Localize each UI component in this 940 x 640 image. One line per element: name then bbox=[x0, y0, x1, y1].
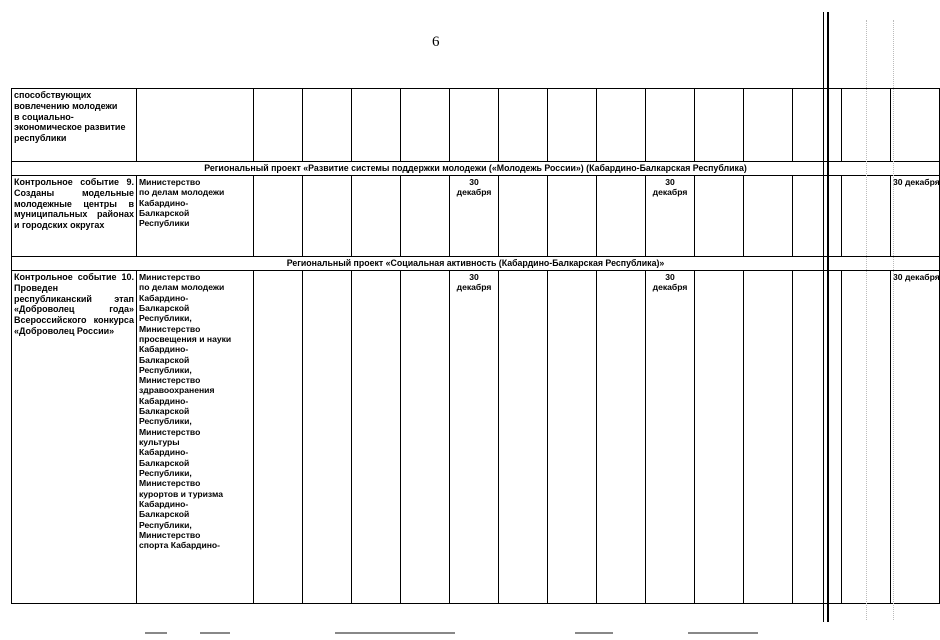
date-cell bbox=[254, 176, 303, 257]
date-cell bbox=[352, 176, 401, 257]
responsible-cell: Министерство по делам молодежи Кабардино- Балкарской Республики bbox=[137, 176, 254, 257]
edge-scan-line bbox=[893, 20, 894, 620]
schedule-table bbox=[11, 88, 940, 604]
event-cell: Контрольное событие 10. Проведен республиканский этап «Доброволец года» Всероссийского конкурса «Доброволец России» bbox=[12, 271, 137, 604]
event-cell: способствующих вовлечению молодежи в социально- экономическое развитие республики bbox=[12, 89, 137, 162]
date-cell bbox=[793, 89, 842, 162]
date-cell bbox=[597, 271, 646, 604]
section-title: Региональный проект «Социальная активность (Кабардино-Балкарская Республика)» bbox=[12, 257, 940, 271]
date-cell: 30 декабря bbox=[450, 176, 499, 257]
date-cell bbox=[303, 89, 352, 162]
scan-artifact bbox=[575, 632, 613, 634]
date-cell bbox=[695, 176, 744, 257]
responsible-cell: Министерство по делам молодежи Кабардино- Балкарской Республики, Министерство просвещения и науки Кабардино- Балкарской Республики, Министерство здравоохранения Кабардино- Балкарской Республики, Министерство культуры Кабардино- Балкарской Республики, Министерство курортов и туризма Кабардино- Балкарской Республики, Министерство спорта Кабардино- bbox=[137, 271, 254, 604]
date-cell bbox=[401, 89, 450, 162]
date-cell bbox=[695, 89, 744, 162]
scan-artifact bbox=[200, 632, 230, 634]
date-cell bbox=[793, 176, 842, 257]
date-cell: 30 декабря bbox=[646, 176, 695, 257]
date-cell bbox=[499, 271, 548, 604]
date-cell bbox=[450, 89, 499, 162]
margin-rule-2 bbox=[827, 12, 829, 622]
margin-rule-1 bbox=[823, 12, 824, 622]
date-cell bbox=[744, 89, 793, 162]
table-row bbox=[12, 89, 940, 162]
date-cell bbox=[499, 176, 548, 257]
table-row bbox=[12, 271, 940, 604]
scan-artifact bbox=[145, 632, 167, 634]
section-header-row bbox=[12, 257, 940, 271]
responsible-cell bbox=[137, 89, 254, 162]
date-cell bbox=[352, 271, 401, 604]
date-cell bbox=[891, 89, 940, 162]
date-cell bbox=[401, 271, 450, 604]
date-cell bbox=[499, 89, 548, 162]
date-cell bbox=[548, 176, 597, 257]
date-cell bbox=[695, 271, 744, 604]
date-cell: 30 декабря bbox=[891, 271, 940, 604]
date-cell bbox=[793, 271, 842, 604]
date-cell bbox=[548, 271, 597, 604]
date-cell bbox=[744, 271, 793, 604]
date-cell bbox=[597, 89, 646, 162]
table-row bbox=[12, 176, 940, 257]
date-cell bbox=[646, 89, 695, 162]
date-cell bbox=[548, 89, 597, 162]
date-cell bbox=[597, 176, 646, 257]
scan-artifact bbox=[335, 632, 455, 634]
date-cell bbox=[303, 176, 352, 257]
date-cell bbox=[254, 89, 303, 162]
date-cell bbox=[303, 271, 352, 604]
scan-artifact bbox=[688, 632, 758, 634]
section-title: Региональный проект «Развитие системы поддержки молодежи («Молодежь России») (Кабардино-Балкарская Республика) bbox=[12, 162, 940, 176]
page-number: 6 bbox=[432, 34, 440, 50]
date-cell: 30 декабря bbox=[450, 271, 499, 604]
edge-scan-line bbox=[866, 20, 867, 620]
date-cell bbox=[744, 176, 793, 257]
date-cell bbox=[254, 271, 303, 604]
date-cell bbox=[352, 89, 401, 162]
section-header-row bbox=[12, 162, 940, 176]
event-cell: Контрольное событие 9. Созданы модельные молодежные центры в муниципальных районах и городских округах bbox=[12, 176, 137, 257]
date-cell: 30 декабря bbox=[891, 176, 940, 257]
date-cell: 30 декабря bbox=[646, 271, 695, 604]
date-cell bbox=[401, 176, 450, 257]
